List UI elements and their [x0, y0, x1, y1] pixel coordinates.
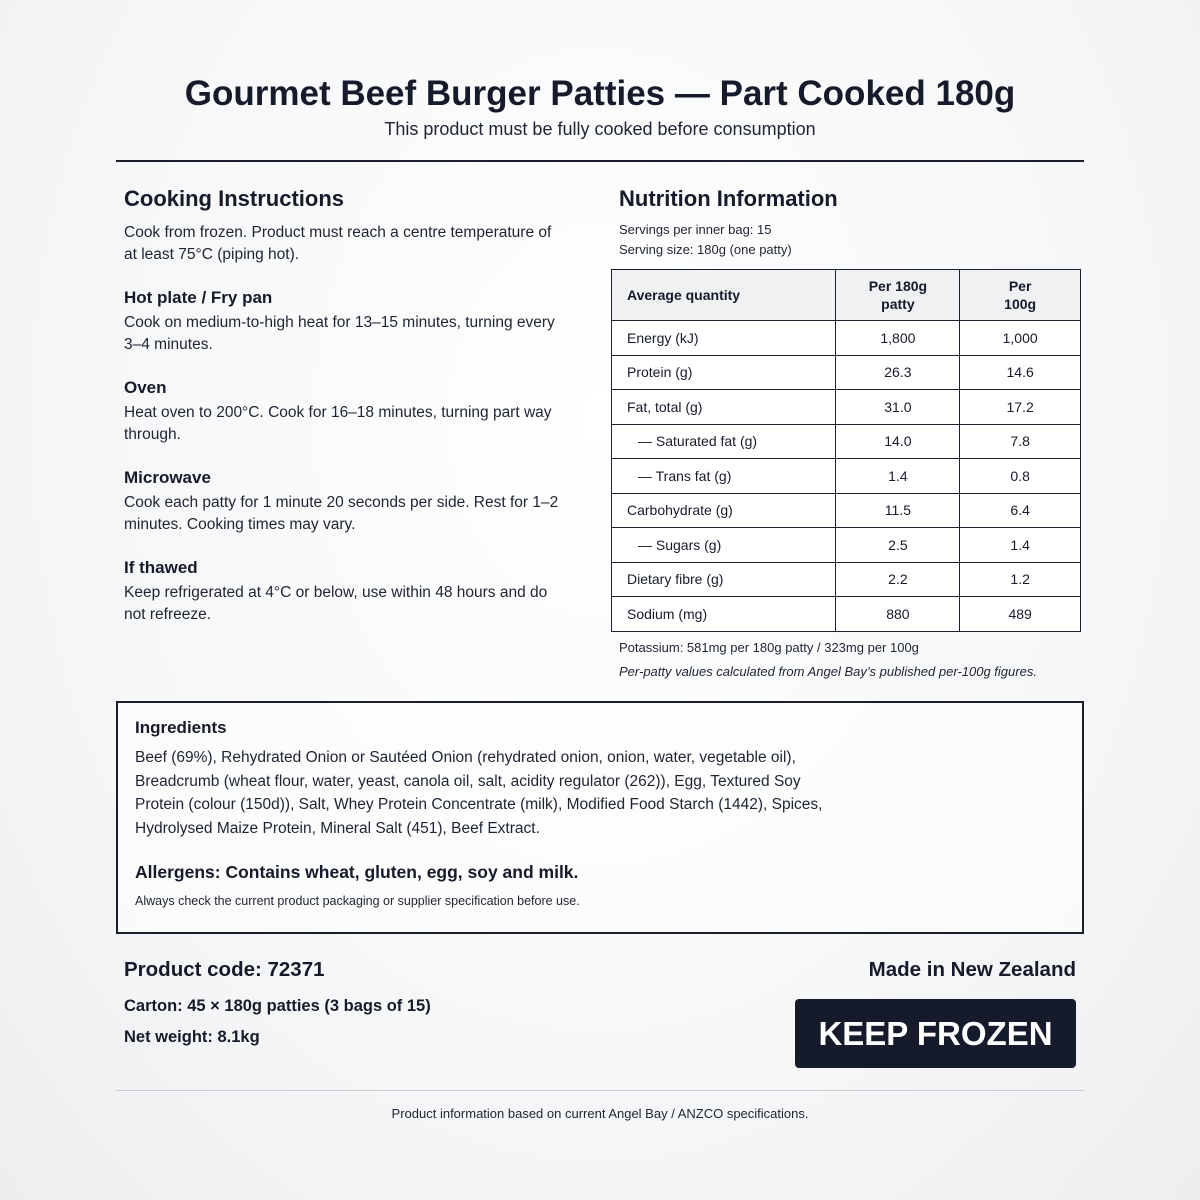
- nutrient-label: Sodium (mg): [612, 597, 836, 632]
- per-patty-value: 11.5: [836, 493, 960, 528]
- per-patty-value: 2.2: [836, 562, 960, 597]
- column-header-text: Per 180g patty: [868, 278, 928, 312]
- per-patty-value: 14.0: [836, 424, 960, 459]
- per-100g-value: 7.8: [960, 424, 1081, 459]
- nutrition-heading: Nutrition Information: [619, 186, 838, 211]
- per-100g-value: 17.2: [960, 390, 1081, 425]
- carton-info: Carton: 45 × 180g patties (3 bags of 15): [124, 997, 431, 1015]
- table-row: [612, 390, 1081, 425]
- servings-per-bag: Servings per inner bag: 15: [619, 222, 772, 237]
- ingredients-box: [116, 701, 1084, 934]
- allergen-statement: Allergens: Contains wheat, gluten, egg, soy and milk.: [135, 862, 579, 882]
- header-divider: [116, 160, 1084, 162]
- method-text: Keep refrigerated at 4°C or below, use within 48 hours and do not refreeze.: [124, 584, 548, 623]
- column-header: [960, 270, 1081, 321]
- method-text: Heat oven to 200°C. Cook for 16–18 minutes, turning part way through.: [124, 404, 552, 443]
- method-title: Hot plate / Fry pan: [124, 288, 273, 307]
- method-title: Oven: [124, 378, 167, 397]
- table-row: [612, 355, 1081, 390]
- per-100g-value: 1.2: [960, 562, 1081, 597]
- ingredients-list: Beef (69%), Rehydrated Onion or Sautéed Onion (rehydrated onion, onion, water, vegetable oil), Breadcrumb (wheat flour, water, yeast, canola oil, salt, acidity regulator (262)), Egg, Textured Soy Protein (colour (150d)), Salt, Whey Protein Concentrate (milk), Modified Food Starch (1442), Spices, Hydrolysed Maize Protein, Mineral Salt (451), Beef Extract.: [135, 749, 823, 837]
- packaging-disclaimer: Always check the current product packaging or supplier specification before use.: [135, 894, 580, 908]
- footer-note: Product information based on current Angel Bay / ANZCO specifications.: [391, 1106, 809, 1121]
- product-code: Product code: 72371: [124, 958, 325, 981]
- potassium-note: Potassium: 581mg per 180g patty / 323mg per 100g: [619, 640, 919, 655]
- nutrient-label: Protein (g): [612, 355, 836, 390]
- table-row: [612, 459, 1081, 494]
- per-patty-value: 880: [836, 597, 960, 632]
- table-header-row: [612, 270, 1081, 321]
- keep-frozen-badge: KEEP FROZEN: [795, 999, 1076, 1068]
- nutrient-label: Energy (kJ): [612, 321, 836, 356]
- calculation-note: Per-patty values calculated from Angel Bay’s published per-100g figures.: [619, 664, 1037, 679]
- serving-size: Serving size: 180g (one patty): [619, 242, 792, 257]
- nutrition-section: [611, 186, 1081, 679]
- column-header: [836, 270, 960, 321]
- per-100g-value: 489: [960, 597, 1081, 632]
- table-row: [612, 562, 1081, 597]
- per-100g-value: 14.6: [960, 355, 1081, 390]
- per-100g-value: 1.4: [960, 528, 1081, 563]
- table-row: [612, 493, 1081, 528]
- method-text: Cook on medium-to-high heat for 13–15 minutes, turning every 3–4 minutes.: [124, 314, 555, 353]
- net-weight: Net weight: 8.1kg: [124, 1028, 260, 1046]
- per-patty-value: 1,800: [836, 321, 960, 356]
- table-row: [612, 528, 1081, 563]
- footer-divider: [116, 1090, 1084, 1091]
- cooking-instructions-section: [124, 186, 564, 626]
- table-row: [612, 321, 1081, 356]
- per-100g-value: 1,000: [960, 321, 1081, 356]
- country-of-origin: Made in New Zealand: [868, 958, 1076, 981]
- table-row: [612, 424, 1081, 459]
- per-patty-value: 26.3: [836, 355, 960, 390]
- method-title: If thawed: [124, 558, 198, 577]
- per-patty-value: 2.5: [836, 528, 960, 563]
- method-oven: [124, 378, 564, 446]
- method-title: Microwave: [124, 468, 211, 487]
- table-row: [612, 597, 1081, 632]
- nutrient-label: — Sugars (g): [612, 528, 836, 563]
- column-header: Average quantity: [612, 270, 836, 321]
- ingredients-heading: Ingredients: [135, 718, 227, 737]
- cooking-heading: Cooking Instructions: [124, 186, 344, 211]
- nutrient-label: Carbohydrate (g): [612, 493, 836, 528]
- nutrient-label: Fat, total (g): [612, 390, 836, 425]
- page-subtitle: This product must be fully cooked before consumption: [384, 119, 816, 139]
- method-hot-plate: [124, 288, 564, 356]
- nutrient-label: — Saturated fat (g): [612, 424, 836, 459]
- nutrition-table: [611, 269, 1081, 632]
- per-patty-value: 1.4: [836, 459, 960, 494]
- method-microwave: [124, 468, 564, 536]
- nutrient-label: — Trans fat (g): [612, 459, 836, 494]
- nutrient-label: Dietary fibre (g): [612, 562, 836, 597]
- cooking-intro: Cook from frozen. Product must reach a centre temperature of at least 75°C (piping hot).: [124, 224, 552, 263]
- per-100g-value: 0.8: [960, 459, 1081, 494]
- page-title: Gourmet Beef Burger Patties — Part Cooked 180g: [184, 74, 1016, 113]
- method-if-thawed: [124, 558, 564, 626]
- method-text: Cook each patty for 1 minute 20 seconds per side. Rest for 1–2 minutes. Cooking times may vary.: [124, 494, 559, 533]
- column-header-text: Per 100g: [1004, 278, 1037, 312]
- per-100g-value: 6.4: [960, 493, 1081, 528]
- per-patty-value: 31.0: [836, 390, 960, 425]
